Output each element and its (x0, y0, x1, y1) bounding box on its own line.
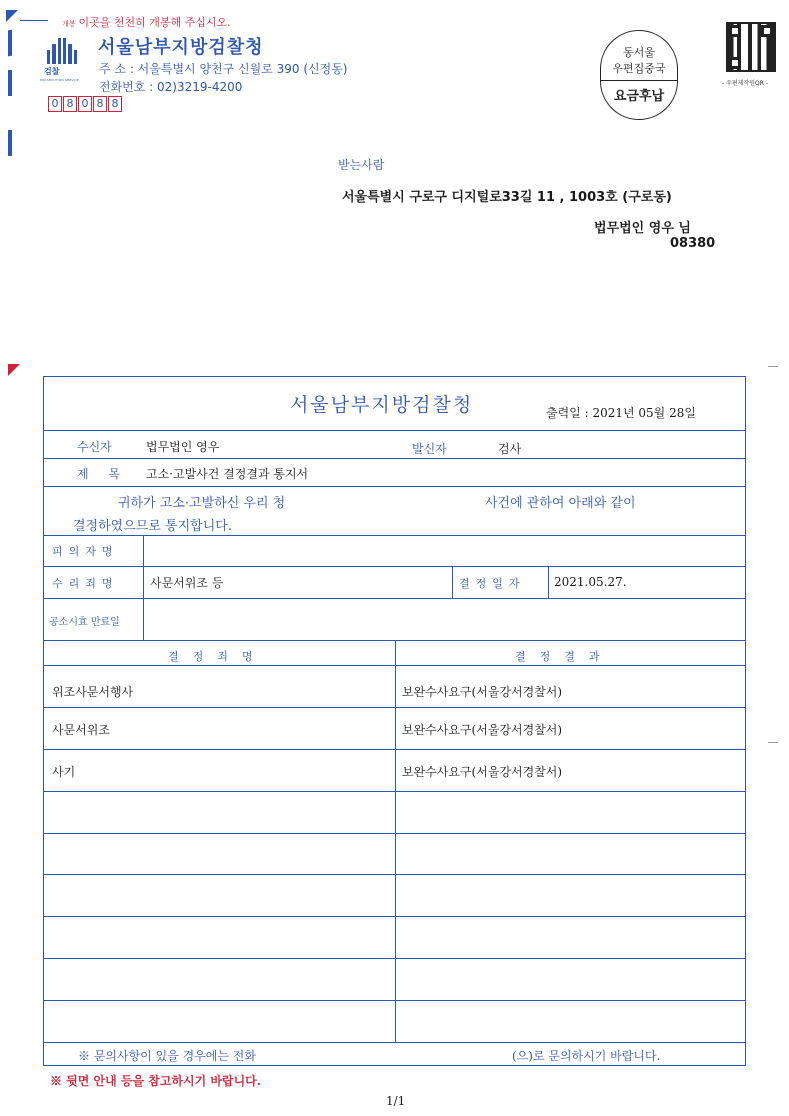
rule (43, 707, 746, 708)
logo-text: 검찰 (44, 67, 60, 76)
fold-mark (8, 364, 20, 376)
sender-phone: 전화번호 : 02)3219-4200 (99, 80, 243, 94)
footer-right: (으)로 문의하시기 바랍니다. (512, 1049, 661, 1063)
rule (43, 430, 746, 431)
zip-digit: 0 (48, 96, 62, 112)
charge-value: 사문서위조 등 (150, 576, 224, 590)
page-number: 1/1 (386, 1094, 406, 1108)
document-title: 서울남부지방검찰청 (290, 394, 474, 416)
zip-digit: 8 (63, 96, 77, 112)
recipient-address: 서울특별시 구로구 디지털로33길 11 , 1003호 (구로동) (342, 190, 672, 205)
row-result: 보완수사요구(서울강서경찰서) (402, 723, 563, 737)
print-date: 출력일 : 2021년 05월 28일 (546, 406, 696, 420)
sender-label: 발신자 (412, 442, 447, 456)
rule (43, 749, 746, 750)
recipient-zip: 08380 (670, 236, 716, 251)
lead-text-2: 사건에 관하여 아래와 같이 (485, 496, 636, 511)
edge-bar (8, 130, 12, 156)
rule (43, 958, 746, 959)
rule (43, 874, 746, 875)
back-notice-warning: ※ 뒷면 안내 등을 참고하시기 바랍니다. (50, 1074, 261, 1088)
edge-bar (8, 30, 12, 57)
charge-label: 수리죄명 (52, 577, 119, 590)
rule (43, 916, 746, 917)
edge-bar (8, 70, 12, 96)
prosecution-logo-icon (47, 38, 77, 64)
fold-dash (768, 366, 778, 367)
col-result-header: 결정결과 (515, 650, 614, 663)
qr-label: - 우편제작원QR - (722, 80, 769, 87)
rule (43, 535, 746, 536)
corner-mark (6, 10, 18, 22)
rule (43, 1000, 746, 1001)
rule (43, 791, 746, 792)
rule (43, 486, 746, 487)
zip-digit: 0 (78, 96, 92, 112)
row-charge: 위조사문서행사 (52, 685, 134, 699)
decision-date-value: 2021.05.27. (554, 575, 627, 589)
stamp-line1: 동서울 (623, 46, 655, 59)
rule (43, 1042, 746, 1043)
rule (43, 833, 746, 834)
rule (43, 566, 746, 567)
logo-subtext: PROSECUTION SERVICE (40, 78, 80, 82)
row-charge: 사기 (52, 765, 76, 779)
subject-label: 제 목 (77, 467, 128, 481)
col-charge-header: 결정죄명 (168, 650, 267, 663)
subject-value: 고소·고발사건 결정결과 통지서 (146, 467, 309, 481)
stamp-line3: 요금후납 (613, 89, 665, 104)
receiver-label: 수신자 (77, 440, 112, 454)
footer-left: ※ 문의사항이 있을 경우에는 전화 (78, 1049, 256, 1063)
zip-digit: 8 (93, 96, 107, 112)
sender-zip (48, 96, 122, 112)
sender-address: 주 소 : 서울특별시 양천구 신월로 390 (신정동) (99, 62, 348, 76)
rule (43, 458, 746, 459)
lead-text-3: 결정하였으므로 통지합니다. (73, 519, 232, 534)
decision-date-label: 결정일자 (459, 577, 526, 590)
zip-digit: 8 (108, 96, 122, 112)
fold-dash (768, 742, 778, 743)
open-notice: 개봉 이곳을 천천히 개봉해 주십시오. (62, 16, 231, 29)
postage-stamp (600, 30, 678, 120)
rule (452, 566, 453, 598)
rule (143, 535, 144, 640)
recipient-name: 법무법인 영우 님 (594, 221, 691, 236)
row-charge: 사문서위조 (52, 723, 110, 737)
suspect-label: 피의자명 (52, 545, 119, 558)
qr-code-icon (726, 22, 776, 72)
recipient-label: 받는사람 (338, 158, 385, 172)
statute-label: 공소시효 만료일 (49, 617, 120, 628)
sender-value: 검사 (498, 442, 522, 456)
row-result: 보완수사요구(서울강서경찰서) (402, 685, 563, 699)
sender-name: 서울남부지방검찰청 (98, 37, 264, 58)
rule (548, 566, 549, 598)
rule (43, 598, 746, 599)
lead-text-1: 귀하가 고소·고발하신 우리 청 (118, 496, 286, 511)
receiver-value: 법무법인 영우 (146, 440, 220, 454)
tear-line (20, 20, 48, 21)
stamp-line2: 우편집중국 (612, 62, 666, 75)
rule (395, 640, 396, 1042)
row-result: 보완수사요구(서울강서경찰서) (402, 765, 563, 779)
